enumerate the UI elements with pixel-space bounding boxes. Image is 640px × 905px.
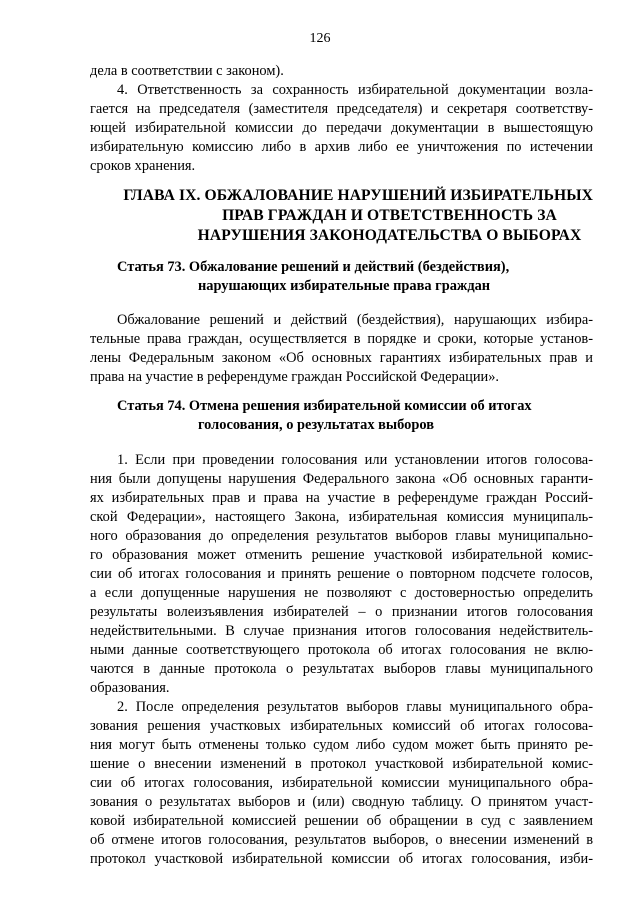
text-line: зования о результатах выборов и (или) сводную таблицу. О принятом участ-: [90, 794, 593, 810]
text-line: недействительными. В случае признания итогов голосования недействитель-: [90, 623, 593, 639]
text-line: дела в соответствии с законом).: [90, 63, 284, 79]
text-line: лены Федеральным законом «Об основных гарантиях избирательных прав и: [90, 350, 593, 366]
chapter-title-line: ПРАВ ГРАЖДАН И ОТВЕТСТВЕННОСТЬ ЗА: [222, 207, 557, 224]
text-line: шение о внесении изменений в протокол участковой избирательной комис-: [90, 756, 593, 772]
article-title-line: Статья 74. Отмена решения избирательной комиссии об итогах: [117, 398, 532, 414]
chapter-title-line: НАРУШЕНИЯ ЗАКОНОДАТЕЛЬСТВА О ВЫБОРАХ: [197, 227, 582, 244]
text-line: ния были допущены нарушения Федерального закона «Об основных гаранти-: [90, 471, 593, 487]
text-line: права на участие в референдуме граждан Российской Федерации».: [90, 369, 500, 385]
text-line: сроков хранения.: [90, 158, 196, 174]
text-line: ющей избирательной комиссии до передачи документации в вышестоящую: [90, 120, 593, 136]
text-line: Обжалование решений и действий (бездействия), нарушающих избира-: [117, 312, 593, 328]
text-line: го образования может отменить решение участковой избирательной комис-: [90, 547, 593, 563]
text-line: образования.: [90, 680, 170, 696]
text-line: гается на председателя (заместителя председателя) и секретаря соответству-: [90, 101, 593, 117]
text-line: ской Федерации», настоящего Закона, избирательная комиссия муниципаль-: [90, 509, 593, 525]
text-line: ковой избирательной комиссией решении об обращении в суд с заявлением: [90, 813, 593, 829]
text-line: избирательную комиссию либо в архив либо ее уничтожения по истечении: [90, 139, 593, 155]
chapter-title-line: ГЛАВА IX. ОБЖАЛОВАНИЕ НАРУШЕНИЙ ИЗБИРАТЕЛЬНЫХ: [123, 187, 593, 204]
text-line: тельные права граждан, осуществляется в порядке и сроки, которые установ-: [90, 331, 593, 347]
page-number: 126: [309, 31, 331, 46]
text-line: 2. После определения результатов выборов главы муниципального обра-: [117, 699, 593, 715]
text-line: зования решения участковых избирательных комиссий об итогах голосова-: [90, 718, 593, 734]
text-line: 4. Ответственность за сохранность избирательной документации возла-: [117, 82, 593, 98]
text-line: протокол участковой избирательной комиссии об итогах голосования, изби-: [90, 851, 593, 867]
text-line: результаты волеизъявления избирателей – о признании итогов голосования: [90, 604, 593, 620]
text-line: сии об итогах голосования, избирательной комиссии муниципального обра-: [90, 775, 593, 791]
article-title-line: нарушающих избирательные права граждан: [198, 278, 491, 294]
text-line: сии об итогах голосования и принять решение о повторном подсчете голосов,: [90, 566, 593, 582]
article-title-line: Статья 73. Обжалование решений и действий (бездействия),: [117, 259, 510, 275]
text-line: а если допущенные нарушения не позволяют с достоверностью определить: [90, 585, 593, 601]
text-line: ях избирательных прав и права на участие в референдуме граждан Россий-: [90, 490, 593, 506]
text-line: об отмене итогов голосования, результатов выборов, о внесении изменений в: [90, 832, 593, 848]
text-line: 1. Если при проведении голосования или установлении итогов голосова-: [117, 452, 593, 468]
text-line: ного образования до определения результатов выборов главы муниципально-: [90, 528, 593, 544]
text-line: чаются в данные протокола о результатах выборов главы муниципального: [90, 661, 593, 677]
text-line: ными данные соответствующего протокола об итогах голосования не вклю-: [90, 642, 593, 658]
article-title-line: голосования, о результатах выборов: [198, 417, 434, 433]
text-line: ния могут быть отменены только судом либо судом может быть принято ре-: [90, 737, 593, 753]
